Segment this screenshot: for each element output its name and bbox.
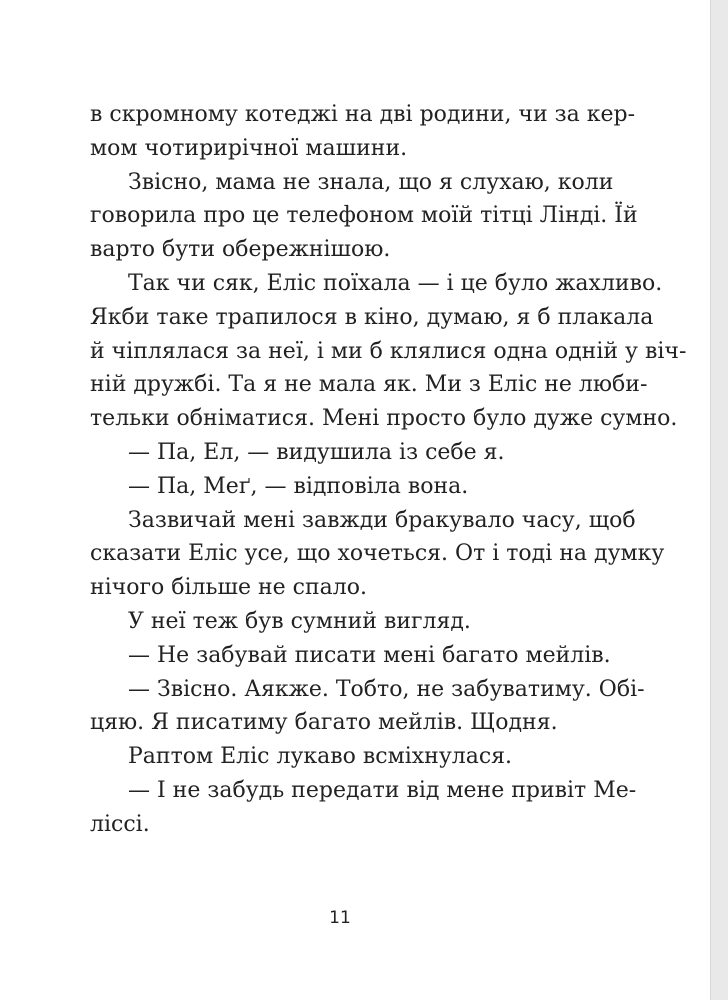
text-line: мом чотирирічної машини. [90, 135, 408, 161]
text-line: тельки обніматися. Мені просто було дуже сумно. [90, 406, 678, 432]
text-line: — Звісно. Аякже. Тобто, не забуватиму. Обі- [128, 676, 645, 702]
text-line: Так чи сяк, Еліс поїхала — і це було жахливо. [128, 270, 663, 296]
text-line: говорила про це телефоном моїй тітці Лінді. Їй [90, 203, 638, 229]
text-line: ній дружбі. Та я не мала як. Ми з Еліс не люби- [90, 372, 648, 398]
text-line: в скромному котеджі на дві родини, чи за кер- [90, 102, 636, 127]
text-line: нічого більше не спало. [90, 575, 367, 601]
text-line: цяю. Я писатиму багато мейлів. Щодня. [90, 710, 558, 736]
text-line: — Не забувай писати мені багато мейлів. [128, 642, 611, 668]
text-line: Якби таке трапилося в кіно, думаю, я б плакала [90, 304, 654, 330]
text-line: — Па, Меґ, — відповіла вона. [128, 473, 469, 499]
text-line: сказати Еліс усе, що хочеться. От і тоді на думку [90, 541, 665, 567]
text-line: й чіплялася за неї, і ми б клялися одна одній у віч- [90, 338, 687, 364]
text-line: Звісно, мама не знала, що я слухаю, коли [128, 169, 614, 195]
text-line: Раптом Еліс лукаво всміхнулася. [128, 744, 513, 770]
body-text [90, 98, 687, 842]
text-line: варто бути обережнішою. [90, 237, 391, 263]
text-line: — І не забудь передати від мене привіт Ме- [128, 777, 637, 803]
text-line: — Па, Ел, — видушила із себе я. [128, 439, 505, 465]
page-number: 11 [329, 908, 351, 928]
text-line: Зазвичай мені завжди бракувало часу, щоб [128, 507, 636, 533]
text-line: У неї теж був сумний вигляд. [128, 608, 471, 634]
text-line: ліссі. [90, 811, 150, 837]
